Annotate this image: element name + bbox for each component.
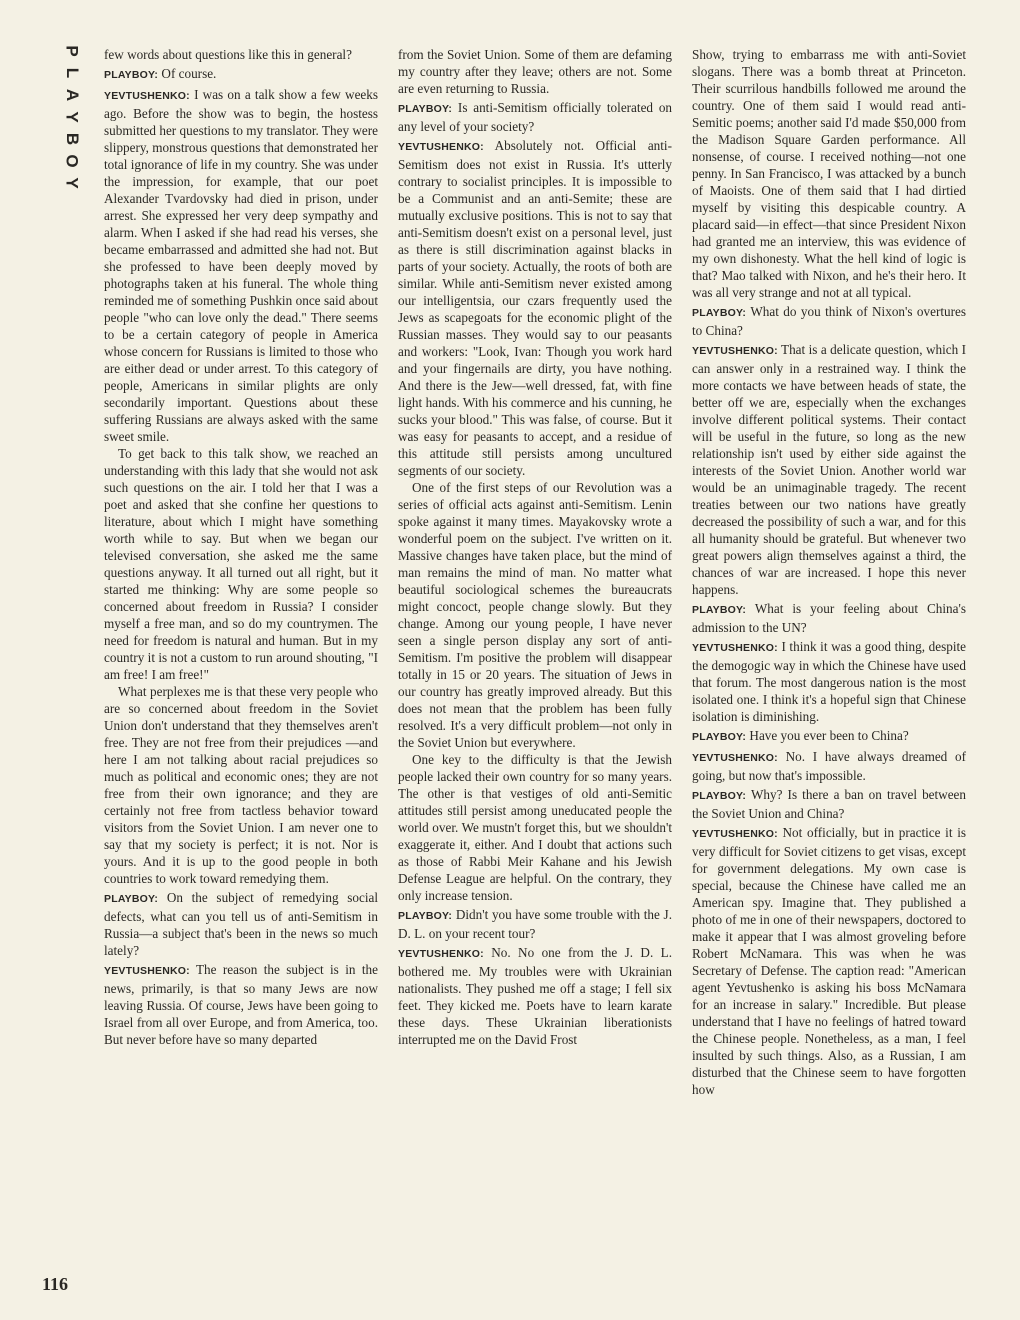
text-column-1 <box>104 46 378 1048</box>
speaker-label: PLAYBOY: <box>104 893 159 905</box>
paragraph-text: No. I have always dreamed of going, but now that's impossible. <box>692 749 967 783</box>
speaker-label: YEVTUSHENKO: <box>398 141 484 153</box>
paragraph-text: Not officially, but in practice it is very difficult for Soviet citizens to get visas, except for government delegations. My own case is special, because the Chinese have called me an American spy. Imagine that. They published a photo of me in one of their newspapers, doctored to make it appear that I was almost groveling before Robert McNamara. This was when he was Secretary of Defense. The caption read: "American agent Yevtushenko is asking his boss McNamara for an increase in salary." Incredible. But please understand that I have no feelings of hatred toward the Chinese people. Nonetheless, as a man, I feel insulted by such things. Also, as a Russian, I am disturbed that the Chinese seem to have forgotten how <box>692 825 966 1097</box>
masthead-letter: Y <box>63 111 82 123</box>
paragraph <box>398 906 672 942</box>
speaker-label: PLAYBOY: <box>104 69 159 81</box>
paragraph-text: One of the first steps of our Revolution was a series of official acts against anti-Semitism. Lenin spoke against it many times. Mayakovsky wrote a wonderful poem on the subject. I've written on it. Massive changes have taken place, but the mind of man remains the mind of man. No matter what beautiful sociological schemes the bureaucrats might concoct, people change slowly. But they change. Among our young people, I have never seen a single person display any sort of anti-Semitism. I'm positive the problem will disappear totally in 15 or 20 years. The situation of Jews in our country has greatly improved already. But this does not mean that the problem has been fully resolved. It's a very difficult problem—not only in the Soviet Union but everywhere. <box>398 480 672 750</box>
paragraph-text: What perplexes me is that these very people who are so concerned about freedom in the Soviet Union don't understand that they themselves aren't free. They are not free from their prejudices —and here I am not talking about racial prejudices so much as political and economic ones; they are not free from their own ignorance; and they are certainly not free from tactless behavior toward visitors from the Soviet Union. I am never one to say that my society is perfect; it is not. Nor is yours. And it is up to the good people in both countries to work toward remedying them. <box>104 684 378 886</box>
paragraph <box>398 479 672 751</box>
paragraph <box>104 683 378 887</box>
paragraph-text: Absolutely not. Official anti-Semitism does not exist in Russia. It's utterly contrary to socialist principles. It is impossible to be a Communist and an anti-Semite; these are mutually exclusive positions. This is not to say that anti-Semitism doesn't exist on a personal level, just as there is still discrimination against blacks in parts of your society. Actually, the roots of both are similar. While anti-Semitism never existed among our intelligentsia, our czars frequently used the Jews as scapegoats for the economic plight of the Russian masses. They would say to our peasants and workers: "Look, Ivan: Though you work hard and your fingernails are dirty, you have nothing. And there is the Jew—well dressed, fat, with fine light hands. With his commerce and his cunning, he sucks your blood." This was false, of course. But it was easy for peasants to accept, and a residue of this attitude still persists among uncultured segments of our society. <box>398 138 672 478</box>
speaker-label: PLAYBOY: <box>692 790 747 802</box>
paragraph <box>104 65 378 84</box>
paragraph-text: One key to the difficulty is that the Jewish people lacked their own country for so many years. The other is that vestiges of old anti-Semitic attitudes still persist among uneducated people the world over. We mustn't forget this, but we shouldn't exaggerate it, either. And I doubt that actions such as those of Rabbi Meir Kahane and his Jewish Defense League are helpful. On the contrary, they only increase tension. <box>398 752 672 903</box>
paragraph-text: Have you ever been to China? <box>749 728 909 743</box>
paragraph <box>692 638 966 725</box>
masthead-vertical <box>52 40 92 220</box>
paragraph-text: No. No one from the J. D. L. bothered me. My troubles were with Ukrainian nationalists. They pushed me off a stage; I fell six feet. They kicked me. Poets have to learn karate these days. These Ukrainian liberationists interrupted me on the David Frost <box>398 945 672 1047</box>
paragraph <box>692 600 966 636</box>
paragraph-text: What do you think of Nixon's overtures to China? <box>692 304 966 338</box>
paragraph-text: Why? Is there a ban on travel between the Soviet Union and China? <box>692 787 967 821</box>
speaker-label: YEVTUSHENKO: <box>692 345 778 357</box>
paragraph-text: from the Soviet Union. Some of them are defaming my country after they leave; others are not. Some are even returning to Russia. <box>398 47 672 96</box>
paragraph <box>398 944 672 1048</box>
speaker-label: YEVTUSHENKO: <box>104 965 190 977</box>
paragraph-text: What is your feeling about China's admission to the UN? <box>692 601 967 635</box>
paragraph <box>398 99 672 135</box>
speaker-label: YEVTUSHENKO: <box>692 642 778 654</box>
paragraph <box>692 786 966 822</box>
masthead-letter: A <box>63 88 82 102</box>
paragraph-text: The reason the subject is in the news, primarily, is that so many Jews are now leaving Russia. Of course, Jews have been going to Israel from all over Europe, and from America, too. But never before have so many departed <box>104 962 378 1047</box>
masthead-letter: O <box>62 154 82 168</box>
paragraph <box>104 46 378 63</box>
paragraph-text: I was on a talk show a few weeks ago. Before the show was to begin, the hostess submitted her questions to my translator. They were slippery, monstrous questions that demonstrated her total ignorance of life in my country. She was under the impression, for example, that our poet Alexander Tvardovsky had died in prison, under arrest. She expressed her very deep sympathy and alarm. When I asked if she had read his verses, she became embarrassed and admitted she had not. But she professed to have been deeply moved by photographs taken at his funeral. The whole thing reminded me of something Pushkin once said about people "who can love only the dead." There seems to be a certain category of people in America whose concern for Russians is limited to those who are either dead or under arrest. To this category of people, Americans in similar plights are only secondarily important. Questions about these suffering Russians are always asked with the same sweet smile. <box>104 87 379 444</box>
text-column-2 <box>398 46 672 1048</box>
speaker-label: PLAYBOY: <box>692 731 747 743</box>
paragraph <box>398 751 672 904</box>
paragraph-text: I think it was a good thing, despite the demogogic way in which the Chinese have used that forum. The most dangerous nation is the most isolated one. I think it's a hopeful sign that Chinese isolation is diminishing. <box>692 639 967 724</box>
speaker-label: YEVTUSHENKO: <box>398 948 484 960</box>
paragraph <box>104 889 378 959</box>
paragraph-text: Show, trying to embarrass me with anti-Soviet slogans. There was a bomb threat at Princeton. Their scurrilous handbills followed me around the country. One of them said I would read anti-Semitic poems; another said I'd made $50,000 from the Madison Square Garden performance. All nonsense, of course. I received nothing—not one penny. In San Francisco, I was attacked by a bunch of Maoists. One of them said that I had dirtied myself by visiting this despicable country. A placard said—in effect—that since President Nixon had granted me an interview, this was evidence of my own dishonesty. What the hell kind of logic is that? Mao talked with Nixon, and he's their hero. It was all very strange and not at all typical. <box>692 47 966 300</box>
speaker-label: PLAYBOY: <box>692 604 747 616</box>
paragraph-text: Is anti-Semitism officially tolerated on any level of your society? <box>398 100 673 134</box>
paragraph <box>398 137 672 479</box>
speaker-label: YEVTUSHENKO: <box>104 90 190 102</box>
masthead-letter: L <box>62 67 82 79</box>
paragraph <box>692 727 966 746</box>
speaker-label: YEVTUSHENKO: <box>692 752 778 764</box>
paragraph-text: That is a delicate question, which I can answer only in a restrained way. I think the more contacts we have between heads of state, the better off we are, especially when the exchanges involve different political systems. Their contact will be useful in the future, so long as the new relationship isn't used by either side against the interests of the Soviet Union. Another world war would be an unimaginable tragedy. The recent treaties between our two nations have greatly decreased the possibility of such a war, and for this all humanity should be grateful. But whenever two great powers align themselves against a third, the chances of war are increased. I hope this never happens. <box>692 342 967 597</box>
paragraph <box>692 46 966 301</box>
page-number: 116 <box>42 1274 69 1294</box>
paragraph-text: few words about questions like this in general? <box>104 47 352 62</box>
speaker-label: PLAYBOY: <box>692 307 747 319</box>
paragraph <box>104 445 378 683</box>
paragraph <box>692 748 966 784</box>
speaker-label: PLAYBOY: <box>398 103 453 115</box>
speaker-label: PLAYBOY: <box>398 910 453 922</box>
text-column-3 <box>692 46 966 1098</box>
paragraph <box>692 824 966 1098</box>
paragraph <box>398 46 672 97</box>
speaker-label: YEVTUSHENKO: <box>692 828 778 840</box>
masthead-letter: P <box>63 45 82 57</box>
masthead-letter: Y <box>63 177 82 189</box>
paragraph <box>692 303 966 339</box>
paragraph-text: Didn't you have some trouble with the J. D. L. on your recent tour? <box>398 907 672 941</box>
paragraph-text: To get back to this talk show, we reached an understanding with this lady that she would not ask such questions on the air. I told her that I was a poet and asked that she confine her questions to literature, about which I might have something worth while to say. But when we began our televised conversation, she asked me the same questions anyway. It all turned out all right, but it started me thinking: Why are some people so concerned about freedom in Russia? I consider myself a free man, and so do my countrymen. The need for freedom is natural and human. But in my country it is not a custom to run around shouting, "I am free! I am free!" <box>104 446 378 682</box>
paragraph-text: Of course. <box>161 66 217 81</box>
paragraph <box>104 86 378 445</box>
paragraph <box>104 961 378 1048</box>
paragraph <box>692 341 966 598</box>
paragraph-text: On the subject of remedying social defects, what can you tell us of anti-Semitism in Russia—a subject that's been in the news so much lately? <box>104 890 379 958</box>
masthead-letter: B <box>63 132 82 146</box>
